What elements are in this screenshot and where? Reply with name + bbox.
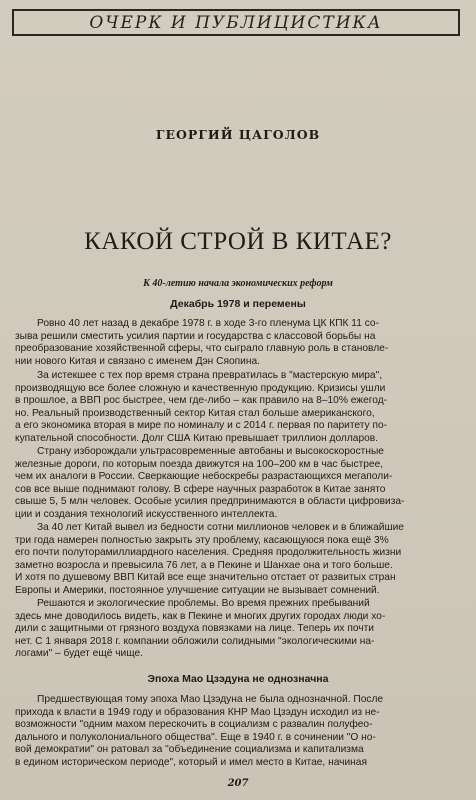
text-line: но. Реальный производственный сектор Китая стал больше американского, xyxy=(15,407,375,419)
text-line: За 40 лет Китай вывел из бедности сотни миллионов человек и в ближайшие xyxy=(37,522,404,533)
text-line: производящую все более сложную и качественную продукцию. Кризисы ушли xyxy=(15,382,386,394)
section-heading: Эпоха Мао Цзэдуна не однозначна xyxy=(147,673,329,685)
text-line: Страну изборождали ультрасовременные автобаны и высокоскоростные xyxy=(37,446,384,457)
paragraph xyxy=(15,318,461,368)
text-line: прихода к власти в 1949 году и образования КНР Мао Цзэдун исходил из не- xyxy=(15,706,380,718)
text-line: И хотя по душевому ВВП Китай все еще значительно отстает от развитых стран xyxy=(15,572,396,584)
text-line: в прошлое, а ВВП рос быстрее, чем где-либо – как правило на 8–10% ежегод- xyxy=(15,395,388,407)
section-header-title: ОЧЕРК И ПУБЛИЦИСТИКА xyxy=(89,12,383,33)
paragraph xyxy=(15,598,461,661)
text-line: ции и создания технологий искусственного интеллекта. xyxy=(15,508,278,520)
page-number: 207 xyxy=(227,778,249,789)
text-line: нет. С 1 января 2018 г. компании обложили солидными "экологическими на- xyxy=(15,635,375,647)
text-line: Ровно 40 лет назад в декабре 1978 г. в ходе 3-го пленума ЦК КПК 11 со- xyxy=(37,318,379,329)
text-line: дального и полуколониального общества". Еще в 1940 г. в сочинении "О но- xyxy=(15,731,376,743)
article-author: ГЕОРГИЙ ЦАГОЛОВ xyxy=(155,127,321,142)
article-title: КАКОЙ СТРОЙ В КИТАЕ? xyxy=(84,228,392,255)
text-line: возможности "одним махом перескочить в социализм с развалин полуфео- xyxy=(15,719,373,731)
section-heading: Декабрь 1978 и перемены xyxy=(170,298,306,310)
paragraph xyxy=(15,694,461,769)
text-line: а его экономика вторая в мире по номиналу и с 2014 г. первая по паритету по- xyxy=(15,420,388,432)
text-line: За истекшее с тех пор время страна превратилась в "мастерскую мира", xyxy=(37,370,383,381)
text-line: Предшествующая тому эпоха Мао Цзэдуна не была однозначной. После xyxy=(37,694,384,705)
text-line: Европы и Америки, постоянное улучшение ситуации не вызывает сомнений. xyxy=(15,584,380,596)
text-line: дили с защитными от грязного воздуха повязками на лице. Теперь их почти xyxy=(15,623,374,635)
text-line: чем их аналоги в России. Сверкающие небоскребы разрастающихся мегаполи- xyxy=(15,471,393,483)
text-line: нии нового Китая и связано с именем Дэн Сяопина. xyxy=(15,355,260,367)
paragraph xyxy=(15,370,461,445)
text-line: в едином историческом периоде", который и имел место в Китае, начиная xyxy=(15,756,367,768)
section-header-frame xyxy=(12,9,460,36)
text-line: три года намерен полностью закрыть эту проблему, касающуюся пока ещё 3% xyxy=(15,534,389,546)
text-line: вой демократии" он ратовал за "объединение социализма и капитализма xyxy=(15,744,364,756)
text-line: логами" – будет ещё чище. xyxy=(15,648,143,660)
text-line: заметно возросла и превысила 76 лет, а в Пекине и Шанхае она и того больше. xyxy=(15,559,393,571)
text-line: купательной способности. Долг США Китаю превышает триллион долларов. xyxy=(15,432,379,444)
text-line: железные дороги, по которым поезда движутся на 100–200 км в час быстрее, xyxy=(15,458,384,470)
text-line: здесь мне доводилось видеть, как в Пекине и многих других городах люди хо- xyxy=(15,610,386,622)
text-line: преобразование хозяйственной сферы, что сыграло главную роль в становле- xyxy=(15,343,389,355)
paragraph xyxy=(15,522,461,597)
text-line: зыва решили сместить усилия партии и государства с классовой борьбы на xyxy=(15,330,376,342)
paragraph xyxy=(15,446,461,521)
text-line: сов все выше поднимают голову. В сфере научных разработок в Китае занято xyxy=(15,483,386,495)
text-line: его почти полуторамиллиардного населения. Средняя продолжительность жизни xyxy=(15,547,402,559)
text-line: свыше 5, 5 млн человек. Особые усилия предпринимаются в области цифровиза- xyxy=(15,496,405,508)
article-subtitle: К 40-летию начала экономических реформ xyxy=(143,278,333,289)
text-line: Решаются и экологические проблемы. Во время прежних пребываний xyxy=(37,598,370,609)
